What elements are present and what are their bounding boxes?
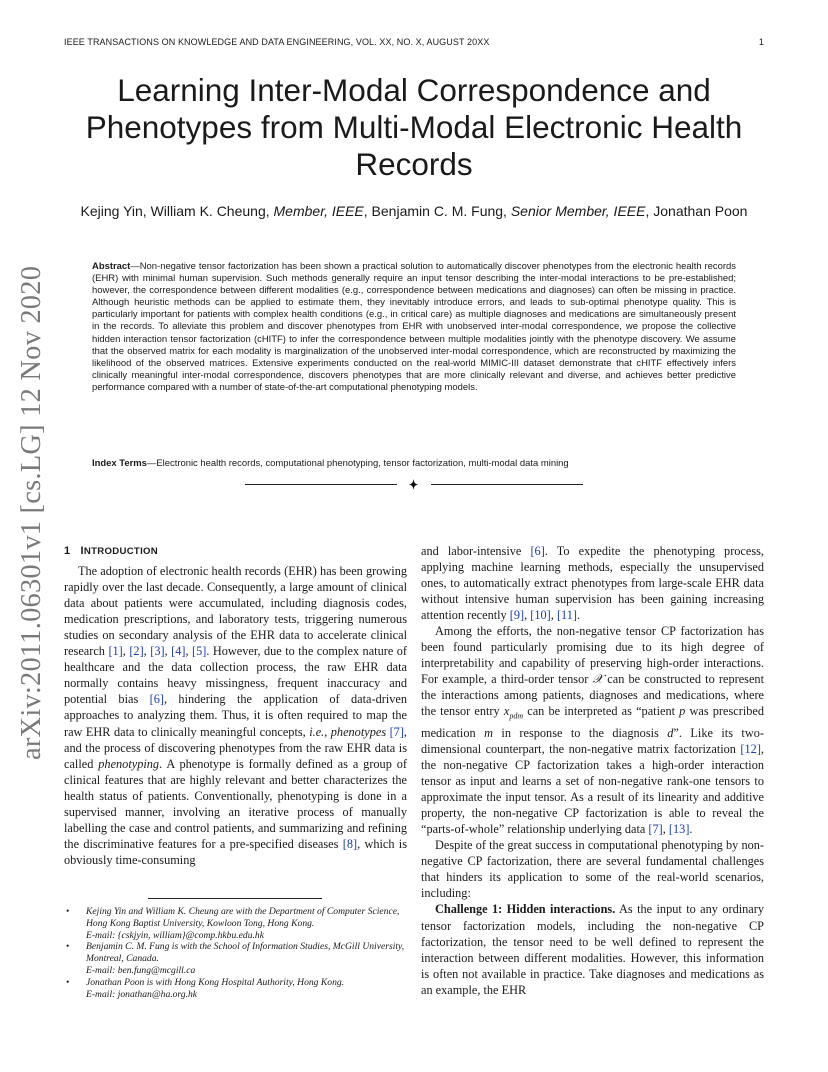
math-symbol: m: [484, 725, 493, 740]
citation-link[interactable]: [1]: [108, 644, 123, 659]
intro-paragraph-4: Despite of the great success in computational phenotyping by non-negative CP factorization, there are several fundamental challenges that hinders its application to some of the real-world scenarios, including:: [421, 838, 764, 901]
index-terms: [92, 458, 736, 470]
section-heading: [64, 543, 407, 560]
citation-link[interactable]: [4]: [171, 644, 186, 659]
challenge-1-paragraph: Challenge 1: Hidden interactions. As the input to any ordinary tensor factorization models, including the non-negative CP factorization, the tensor need to be well defined to represent the interaction between different modalities. However, this information is often not available in practice. Take diagnoses and medications as an example, the EHR: [421, 902, 764, 997]
index-terms-text: —Electronic health records, computational phenotyping, tensor factorization, multi-modal data mining: [146, 458, 569, 469]
footnote-item: • Benjamin C. M. Fung is with the School of Information Studies, McGill University, Montreal, Canada. E-mail: ben.fung@mcgill.ca: [66, 941, 405, 976]
section-divider: [245, 478, 583, 492]
math-symbol: 𝒳: [592, 672, 604, 687]
citation-link[interactable]: [3]: [150, 644, 165, 659]
left-column: [64, 543, 407, 868]
intro-paragraph-3: Among the efforts, the non-negative tensor CP factorization has been found particularly promising due to its high degree of interpretability and capability of preserving high-order interactions. For example, a third-order tensor 𝒳 can be constructed to represent the interactions among patients, diagnoses and medications, where the tensor entry $x_{pdm}$ can be interpreted as “patient p was prescribed medication m in response to the diagnosis d”. Like its two-dimensional counterpart, the non-negative matrix factorization [12], the non-negative CP factorization takes a high-order interaction tensor as input and learns a set of non-negative rank-one tensors to approximate the input tensor. As a result of its linearity and additive property, the non-negative CP factorization is able to reveal the “parts-of-whole” relationship underlying data [7], [13].: [421, 624, 764, 837]
author-names-2: , Benjamin C. M. Fung,: [363, 203, 507, 219]
section-title-rest: NTRODUCTION: [83, 546, 159, 557]
right-column: [421, 543, 764, 998]
section-title-initial: I: [80, 545, 84, 557]
intro-paragraph-2: and labor-intensive [6]. To expedite the phenotyping process, applying machine learning methods, especially the unsupervised ones, to automatically extract phenotypes from large-scale EHR data without intensive human supervision has been gaining increasing attention recently [9], [10], [11].: [421, 544, 764, 623]
math-symbol: d: [667, 725, 674, 740]
citation-link[interactable]: [7]: [648, 822, 663, 837]
affiliation-footnotes: [64, 906, 409, 1000]
running-header: [64, 37, 764, 47]
citation-link[interactable]: [9]: [509, 608, 525, 623]
author-role-1: Member, IEEE: [273, 203, 364, 219]
abstract-text: —Non-negative tensor factorization has been shown a practical solution to automatically discover phenotypes from the electronic health records (EHR) with minimal human supervision. Such methods generally require an input tensor describing the inter-modal interactions to be pre-established; however, the correspondence between different modalities (e.g., correspondence between medications and diagnoses) can often be missing in practice. Although heuristic methods can be applied to estimate them, they inevitably introduce errors, and leads to sub-optimal phenotype quality. This is particularly important for patients with complex health conditions (e.g., in critical care) as multiple diagnoses and medications are simultaneously present in the records. To alleviate this problem and discover phenotypes from EHR with unobserved inter-modal correspondence, we propose the collective hidden interaction tensor factorization (cHITF) to infer the correspondence between multiple modalities jointly with the phenotype discovery. We assume that the observed matrix for each modality is marginalization of the unobserved inter-modal correspondence, which are reconstructed by maximizing the likelihood of the observed matrices. Extensive experiments conducted on the real-world MIMIC-III dataset demonstrate that cHITF effectively infers clinically meaningful inter-modal correspondence, discovers phenotypes that are more clinically relevant and diverse, and achieves better predictive performance compared with a number of state-of-the-art computational phenotyping models.: [92, 261, 736, 393]
diamond-icon: [409, 479, 418, 490]
author-names-3: , Jonathan Poon: [645, 203, 748, 219]
divider-line-left: [245, 484, 397, 485]
citation-link[interactable]: [10]: [530, 608, 551, 623]
citation-link[interactable]: [2]: [129, 644, 144, 659]
paper-title: Learning Inter-Modal Correspondence and Phenotypes from Multi-Modal Electronic Health Records: [85, 72, 743, 182]
author-role-2: Senior Member, IEEE: [510, 203, 646, 219]
citation-link[interactable]: [8]: [342, 836, 358, 851]
abstract-label: Abstract: [92, 261, 131, 272]
citation-link[interactable]: [5]: [192, 644, 207, 659]
footnote-item: • Jonathan Poon is with Hong Kong Hospital Authority, Hong Kong. E-mail: jonathan@ha.org.hk: [66, 976, 345, 1000]
citation-link[interactable]: [12]: [740, 742, 761, 757]
divider-line-right: [431, 484, 583, 485]
citation-link[interactable]: [13]: [668, 822, 690, 837]
intro-paragraph-1: The adoption of electronic health records (EHR) has been growing rapidly over the last decade. Consequently, a large amount of clinical data about patients were accumulated, including diagnosis codes, medication prescriptions, and laboratory tests, triggering numerous studies on secondary analysis of the EHR data to accelerate clinical research [1], [2], [3], [4], [5]. However, due to the complex nature of healthcare and the data collection process, the raw EHR data normally contains heavy missingness, frequent inaccuracy and potential bias [6], hindering the application of data-driven approaches to analyzing them. Thus, it is often required to map the raw EHR data to clinically meaningful concepts, i.e., phenotypes [7], and the process of discovering phenotypes from the raw EHR data is called phenotyping. A phenotype is formally defined as a group of clinical features that are highly relevant and better characterizes the health status of patients. Conventionally, phenotyping is done in a supervised manner, involving an iterative process of manually labelling the case and control patients, and summarizing and refining the discriminative features for a pre-specified diseases [8], which is obviously time-consuming: [64, 564, 408, 867]
arxiv-stamp: arXiv:2011.06301v1 [cs.LG] 12 Nov 2020: [16, 265, 47, 760]
challenge-1-heading: Challenge 1: Hidden interactions.: [435, 902, 616, 917]
math-symbol: $x_{pdm}$: [503, 704, 524, 721]
citation-link[interactable]: [6]: [530, 544, 545, 558]
index-terms-label: Index Terms: [92, 458, 147, 469]
citation-link[interactable]: [6]: [149, 692, 164, 707]
citation-link[interactable]: [11]: [556, 608, 577, 623]
page-number: 1: [758, 37, 764, 47]
citation-link[interactable]: [7]: [389, 724, 404, 739]
section-number: 1: [64, 545, 71, 557]
footnote-item: • Kejing Yin and William K. Cheung are with the Department of Computer Science, Hong Kong Baptist University, Kowloon Tong, Hong Kong. E-mail: {cskjyin, william}@comp.hkbu.edu.hk: [66, 906, 400, 941]
journal-name: IEEE TRANSACTIONS ON KNOWLEDGE AND DATA ENGINEERING, VOL. XX, NO. X, AUGUST 20XX: [64, 37, 490, 47]
footnote-rule: [148, 898, 322, 899]
author-list: [64, 202, 764, 221]
author-names-1: Kejing Yin, William K. Cheung,: [80, 203, 270, 219]
abstract: [92, 261, 736, 394]
math-symbol: p: [679, 704, 686, 719]
